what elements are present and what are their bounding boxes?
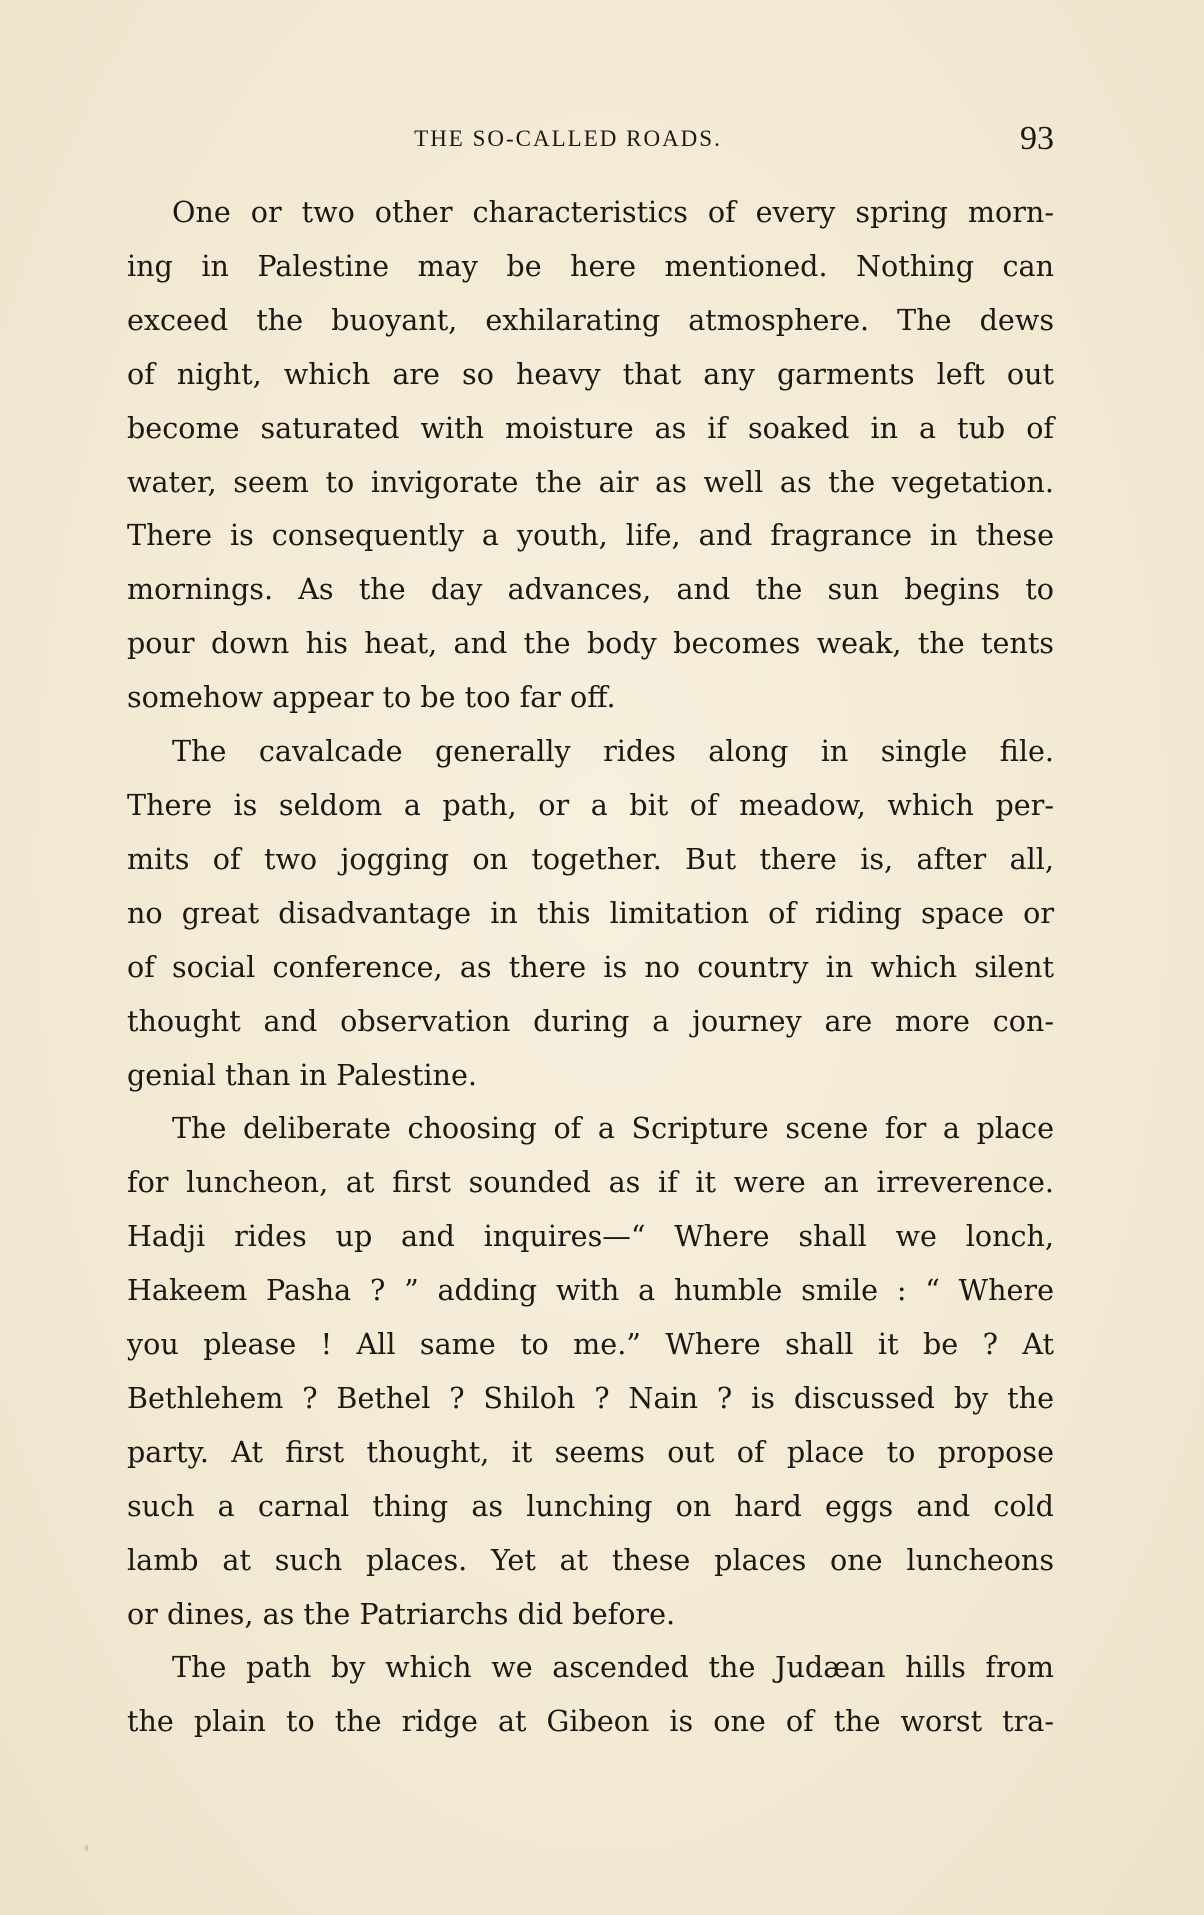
text-line: of night, which are so heavy that any garments left out <box>127 356 1054 391</box>
text-line: mits of two jogging on together. But there is, after all, <box>127 841 1054 876</box>
text-line: for luncheon, at first sounded as if it were an irreverence. <box>127 1165 1054 1200</box>
text-line: lamb at such places. Yet at these places one luncheons <box>127 1542 1054 1577</box>
paragraph-4 <box>82 1641 1054 1749</box>
paragraph-1 <box>82 186 1054 725</box>
body-text <box>82 186 1054 1749</box>
text-line: such a carnal thing as lunching on hard eggs and cold <box>127 1488 1054 1523</box>
text-line: genial than in Palestine. <box>127 1057 477 1092</box>
paragraph-3 <box>82 1102 1054 1641</box>
text-line: somehow appear to be too far off. <box>127 680 616 715</box>
text-line: exceed the buoyant, exhilarating atmosphere. The dews <box>127 302 1054 337</box>
text-line: Hadji rides up and inquires—“ Where shall we lonch, <box>127 1219 1054 1254</box>
text-line: pour down his heat, and the body becomes weak, the tents <box>127 626 1054 661</box>
text-line: The cavalcade generally rides along in single file. <box>172 734 1054 769</box>
text-line: the plain to the ridge at Gibeon is one of the worst tra- <box>127 1704 1054 1739</box>
text-line: water, seem to invigorate the air as well as the vegetation. <box>127 464 1054 499</box>
running-title: THE SO-CALLED ROADS. <box>414 126 722 151</box>
page-number: 93 <box>1020 120 1054 157</box>
text-line: The path by which we ascended the Judæan hills from <box>172 1650 1054 1685</box>
text-line: Hakeem Pasha ? ” adding with a humble smile : “ Where <box>127 1273 1054 1308</box>
paragraph-2 <box>82 725 1054 1102</box>
paper-mark <box>85 1845 88 1851</box>
text-line: There is seldom a path, or a bit of meadow, which per- <box>127 787 1054 822</box>
text-line: The deliberate choosing of a Scripture scene for a place <box>172 1111 1054 1146</box>
running-head <box>82 120 1054 160</box>
text-line: thought and observation during a journey are more con- <box>127 1003 1054 1038</box>
text-line: One or two other characteristics of every spring morn- <box>172 195 1054 229</box>
text-line: ing in Palestine may be here mentioned. Nothing can <box>127 248 1054 283</box>
text-line: There is consequently a youth, life, and fragrance in these <box>127 518 1054 553</box>
text-line: become saturated with moisture as if soaked in a tub of <box>127 410 1054 445</box>
text-line: of social conference, as there is no country in which silent <box>127 949 1054 984</box>
text-line: party. At first thought, it seems out of place to propose <box>127 1434 1054 1469</box>
text-line: no great disadvantage in this limitation of riding space or <box>127 895 1054 930</box>
text-line: or dines, as the Patriarchs did before. <box>127 1596 676 1631</box>
text-line: Bethlehem ? Bethel ? Shiloh ? Nain ? is discussed by the <box>127 1380 1054 1415</box>
text-line: you please ! All same to me.” Where shall it be ? At <box>127 1327 1054 1362</box>
text-line: mornings. As the day advances, and the sun begins to <box>127 572 1054 607</box>
